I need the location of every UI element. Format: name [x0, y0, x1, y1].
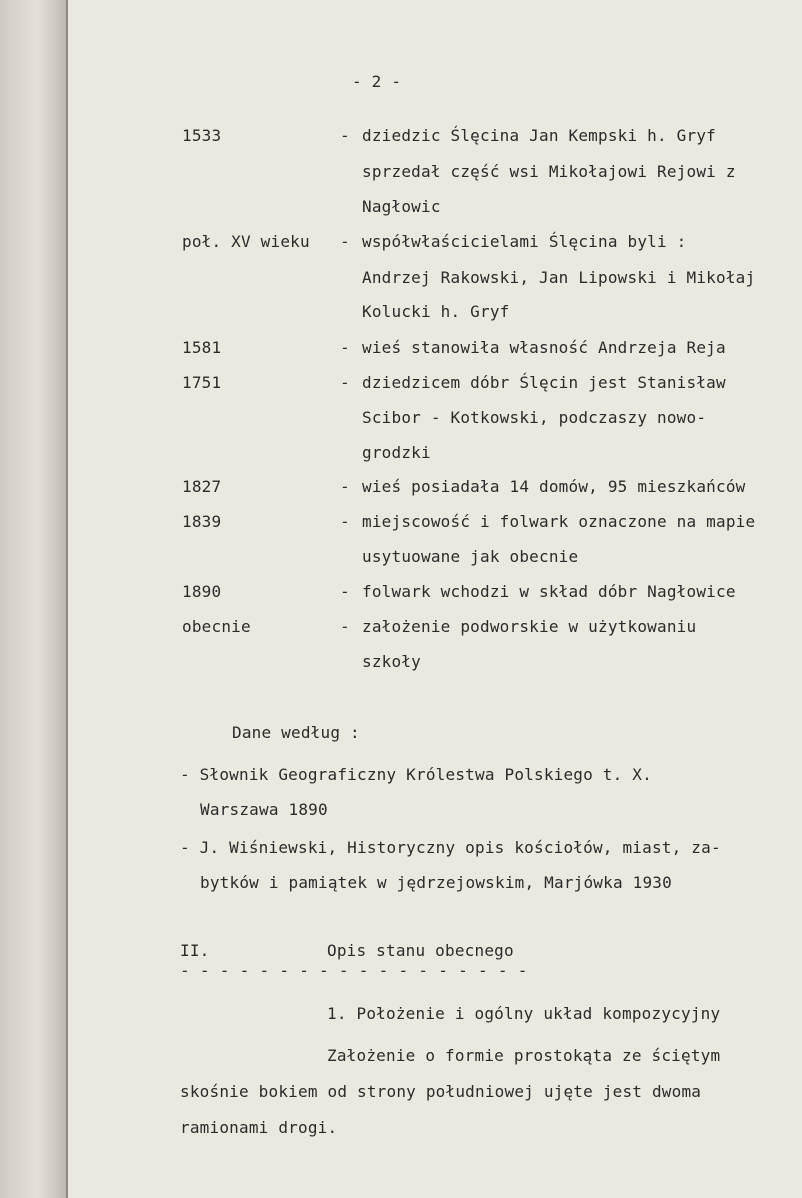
chronology-date: poł. XV wieku: [182, 232, 310, 251]
page-number: - 2 -: [352, 72, 402, 91]
paragraph-line: Założenie o formie prostokąta ze ściętym: [327, 1046, 721, 1065]
chronology-text: usytuowane jak obecnie: [362, 547, 579, 566]
chronology-dash: -: [340, 582, 350, 601]
page-binding-edge: [0, 0, 66, 1198]
chronology-date: 1827: [182, 477, 222, 496]
chronology-date: obecnie: [182, 617, 251, 636]
chronology-text: miejscowość i folwark oznaczone na mapie: [362, 512, 756, 531]
chronology-dash: -: [340, 338, 350, 357]
section-number: II.: [180, 941, 210, 960]
chronology-dash: -: [340, 126, 350, 145]
chronology-text: Scibor - Kotkowski, podczaszy nowo-: [362, 408, 707, 427]
chronology-text: dziedzic Ślęcina Jan Kempski h. Gryf: [362, 126, 716, 145]
chronology-text: grodzki: [362, 443, 431, 462]
chronology-date: 1533: [182, 126, 222, 145]
chronology-dash: -: [340, 512, 350, 531]
section-underline: - - - - - - - - - - - - - - - - - -: [180, 961, 528, 980]
chronology-dash: -: [340, 617, 350, 636]
chronology-date: 1890: [182, 582, 222, 601]
chronology-date: 1751: [182, 373, 222, 392]
chronology-text: dziedzicem dóbr Ślęcin jest Stanisław: [362, 373, 726, 392]
source-entry: bytków i pamiątek w jędrzejowskim, Marjówka 1930: [200, 873, 672, 892]
chronology-text: sprzedał część wsi Mikołajowi Rejowi z: [362, 162, 736, 181]
chronology-text: współwłaścicielami Ślęcina byli :: [362, 232, 687, 251]
chronology-dash: -: [340, 232, 350, 251]
chronology-text: Andrzej Rakowski, Jan Lipowski i Mikołaj: [362, 268, 756, 287]
subsection-title: 1. Położenie i ogólny układ kompozycyjny: [327, 1004, 721, 1023]
source-entry: Warszawa 1890: [200, 800, 328, 819]
sources-heading: Dane według :: [232, 723, 360, 742]
chronology-date: 1581: [182, 338, 222, 357]
source-entry: - J. Wiśniewski, Historyczny opis kościołów, miast, za-: [180, 838, 721, 857]
section-title: Opis stanu obecnego: [327, 941, 514, 960]
chronology-text: szkoły: [362, 652, 421, 671]
paragraph-line: ramionami drogi.: [180, 1118, 338, 1137]
chronology-text: wieś stanowiła własność Andrzeja Reja: [362, 338, 726, 357]
chronology-dash: -: [340, 477, 350, 496]
paragraph-line: skośnie bokiem od strony południowej ujęte jest dwoma: [180, 1082, 702, 1101]
chronology-text: folwark wchodzi w skład dóbr Nagłowice: [362, 582, 736, 601]
chronology-text: Nagłowic: [362, 197, 441, 216]
chronology-text: założenie podworskie w użytkowaniu: [362, 617, 697, 636]
chronology-text: Kolucki h. Gryf: [362, 302, 510, 321]
chronology-dash: -: [340, 373, 350, 392]
chronology-date: 1839: [182, 512, 222, 531]
chronology-text: wieś posiadała 14 domów, 95 mieszkańców: [362, 477, 746, 496]
source-entry: - Słownik Geograficzny Królestwa Polskiego t. X.: [180, 765, 652, 784]
